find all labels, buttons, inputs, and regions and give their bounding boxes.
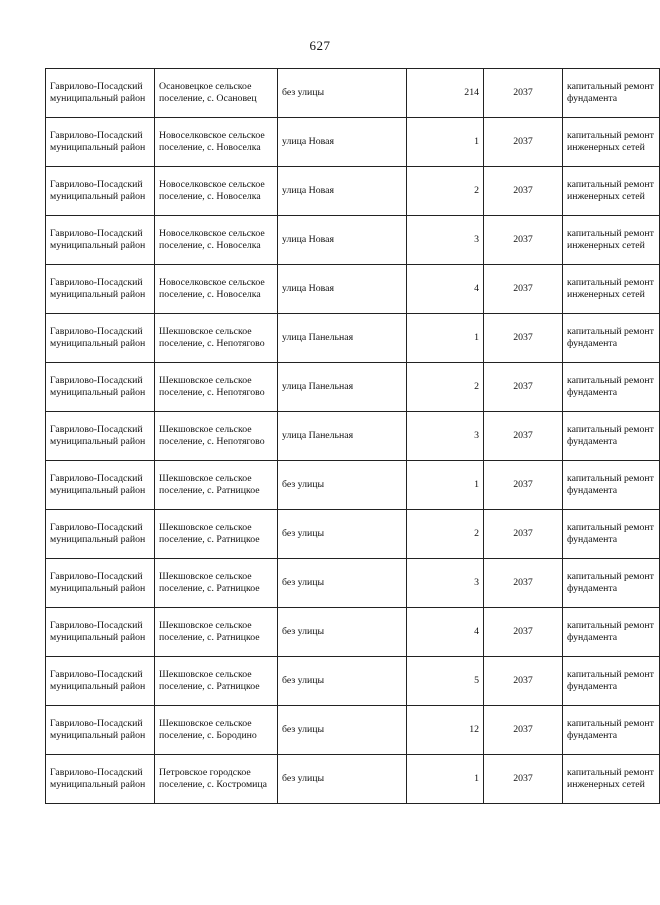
district-cell: Гаврилово-Посадский муниципальный район (46, 69, 155, 118)
street-cell: без улицы (278, 657, 407, 706)
work-type-cell: капитальный ремонт инженерных сетей (563, 216, 660, 265)
district-cell: Гаврилово-Посадский муниципальный район (46, 118, 155, 167)
district-cell: Гаврилово-Посадский муниципальный район (46, 608, 155, 657)
table-row (46, 412, 660, 461)
settlement-cell: Шекшовское сельское поселение, с. Непотягово (155, 314, 278, 363)
table-row (46, 706, 660, 755)
settlement-cell: Шекшовское сельское поселение, с. Ратницкое (155, 559, 278, 608)
settlement-cell: Новоселковское сельское поселение, с. Новоселка (155, 265, 278, 314)
table-row (46, 608, 660, 657)
year-cell: 2037 (484, 608, 563, 657)
work-type-cell: капитальный ремонт инженерных сетей (563, 167, 660, 216)
table-row (46, 657, 660, 706)
year-cell: 2037 (484, 216, 563, 265)
table-row (46, 216, 660, 265)
year-cell: 2037 (484, 363, 563, 412)
work-type-cell: капитальный ремонт фундамента (563, 363, 660, 412)
work-type-cell: капитальный ремонт фундамента (563, 706, 660, 755)
settlement-cell: Новоселковское сельское поселение, с. Новоселка (155, 167, 278, 216)
street-cell: улица Панельная (278, 412, 407, 461)
settlement-cell: Шекшовское сельское поселение, с. Ратницкое (155, 461, 278, 510)
street-cell: без улицы (278, 706, 407, 755)
work-type-cell: капитальный ремонт фундамента (563, 608, 660, 657)
settlement-cell: Шекшовское сельское поселение, с. Непотягово (155, 412, 278, 461)
work-type-cell: капитальный ремонт фундамента (563, 461, 660, 510)
year-cell: 2037 (484, 167, 563, 216)
work-type-cell: капитальный ремонт фундамента (563, 69, 660, 118)
table-row (46, 755, 660, 804)
street-cell: улица Новая (278, 167, 407, 216)
year-cell: 2037 (484, 69, 563, 118)
work-type-cell: капитальный ремонт фундамента (563, 510, 660, 559)
street-cell: улица Новая (278, 265, 407, 314)
house-number-cell: 2 (407, 510, 484, 559)
settlement-cell: Новоселковское сельское поселение, с. Новоселка (155, 216, 278, 265)
house-number-cell: 214 (407, 69, 484, 118)
work-type-cell: капитальный ремонт инженерных сетей (563, 755, 660, 804)
house-number-cell: 1 (407, 314, 484, 363)
table-row (46, 118, 660, 167)
street-cell: без улицы (278, 69, 407, 118)
district-cell: Гаврилово-Посадский муниципальный район (46, 265, 155, 314)
house-number-cell: 1 (407, 118, 484, 167)
work-type-cell: капитальный ремонт фундамента (563, 657, 660, 706)
table-row (46, 559, 660, 608)
district-cell: Гаврилово-Посадский муниципальный район (46, 363, 155, 412)
year-cell: 2037 (484, 118, 563, 167)
district-cell: Гаврилово-Посадский муниципальный район (46, 167, 155, 216)
settlement-cell: Шекшовское сельское поселение, с. Бородино (155, 706, 278, 755)
street-cell: без улицы (278, 559, 407, 608)
house-number-cell: 2 (407, 363, 484, 412)
district-cell: Гаврилово-Посадский муниципальный район (46, 461, 155, 510)
year-cell: 2037 (484, 755, 563, 804)
street-cell: улица Панельная (278, 363, 407, 412)
settlement-cell: Петровское городское поселение, с. Костромица (155, 755, 278, 804)
table-row (46, 314, 660, 363)
house-number-cell: 3 (407, 216, 484, 265)
page-number: 627 (309, 38, 331, 53)
district-cell: Гаврилово-Посадский муниципальный район (46, 216, 155, 265)
year-cell: 2037 (484, 461, 563, 510)
house-number-cell: 2 (407, 167, 484, 216)
table-row (46, 167, 660, 216)
work-type-cell: капитальный ремонт фундамента (563, 559, 660, 608)
house-number-cell: 1 (407, 461, 484, 510)
work-type-cell: капитальный ремонт фундамента (563, 412, 660, 461)
year-cell: 2037 (484, 657, 563, 706)
street-cell: без улицы (278, 461, 407, 510)
house-number-cell: 5 (407, 657, 484, 706)
table-row (46, 265, 660, 314)
year-cell: 2037 (484, 265, 563, 314)
settlement-cell: Новоселковское сельское поселение, с. Новоселка (155, 118, 278, 167)
table-row (46, 510, 660, 559)
work-type-cell: капитальный ремонт фундамента (563, 314, 660, 363)
district-cell: Гаврилово-Посадский муниципальный район (46, 314, 155, 363)
house-number-cell: 1 (407, 755, 484, 804)
work-type-cell: капитальный ремонт инженерных сетей (563, 118, 660, 167)
table-row (46, 363, 660, 412)
district-cell: Гаврилово-Посадский муниципальный район (46, 755, 155, 804)
district-cell: Гаврилово-Посадский муниципальный район (46, 657, 155, 706)
house-number-cell: 4 (407, 265, 484, 314)
house-number-cell: 12 (407, 706, 484, 755)
district-cell: Гаврилово-Посадский муниципальный район (46, 706, 155, 755)
house-number-cell: 3 (407, 412, 484, 461)
street-cell: улица Новая (278, 118, 407, 167)
year-cell: 2037 (484, 412, 563, 461)
street-cell: улица Панельная (278, 314, 407, 363)
district-cell: Гаврилово-Посадский муниципальный район (46, 559, 155, 608)
settlement-cell: Шекшовское сельское поселение, с. Непотягово (155, 363, 278, 412)
district-cell: Гаврилово-Посадский муниципальный район (46, 510, 155, 559)
settlement-cell: Шекшовское сельское поселение, с. Ратницкое (155, 657, 278, 706)
settlement-cell: Шекшовское сельское поселение, с. Ратницкое (155, 608, 278, 657)
year-cell: 2037 (484, 706, 563, 755)
year-cell: 2037 (484, 559, 563, 608)
street-cell: без улицы (278, 510, 407, 559)
repair-schedule-table (45, 68, 660, 804)
street-cell: улица Новая (278, 216, 407, 265)
table-row (46, 461, 660, 510)
district-cell: Гаврилово-Посадский муниципальный район (46, 412, 155, 461)
settlement-cell: Осановецкое сельское поселение, с. Осановец (155, 69, 278, 118)
table-body (46, 69, 660, 804)
house-number-cell: 3 (407, 559, 484, 608)
settlement-cell: Шекшовское сельское поселение, с. Ратницкое (155, 510, 278, 559)
year-cell: 2037 (484, 510, 563, 559)
year-cell: 2037 (484, 314, 563, 363)
street-cell: без улицы (278, 608, 407, 657)
table-row (46, 69, 660, 118)
street-cell: без улицы (278, 755, 407, 804)
house-number-cell: 4 (407, 608, 484, 657)
work-type-cell: капитальный ремонт инженерных сетей (563, 265, 660, 314)
